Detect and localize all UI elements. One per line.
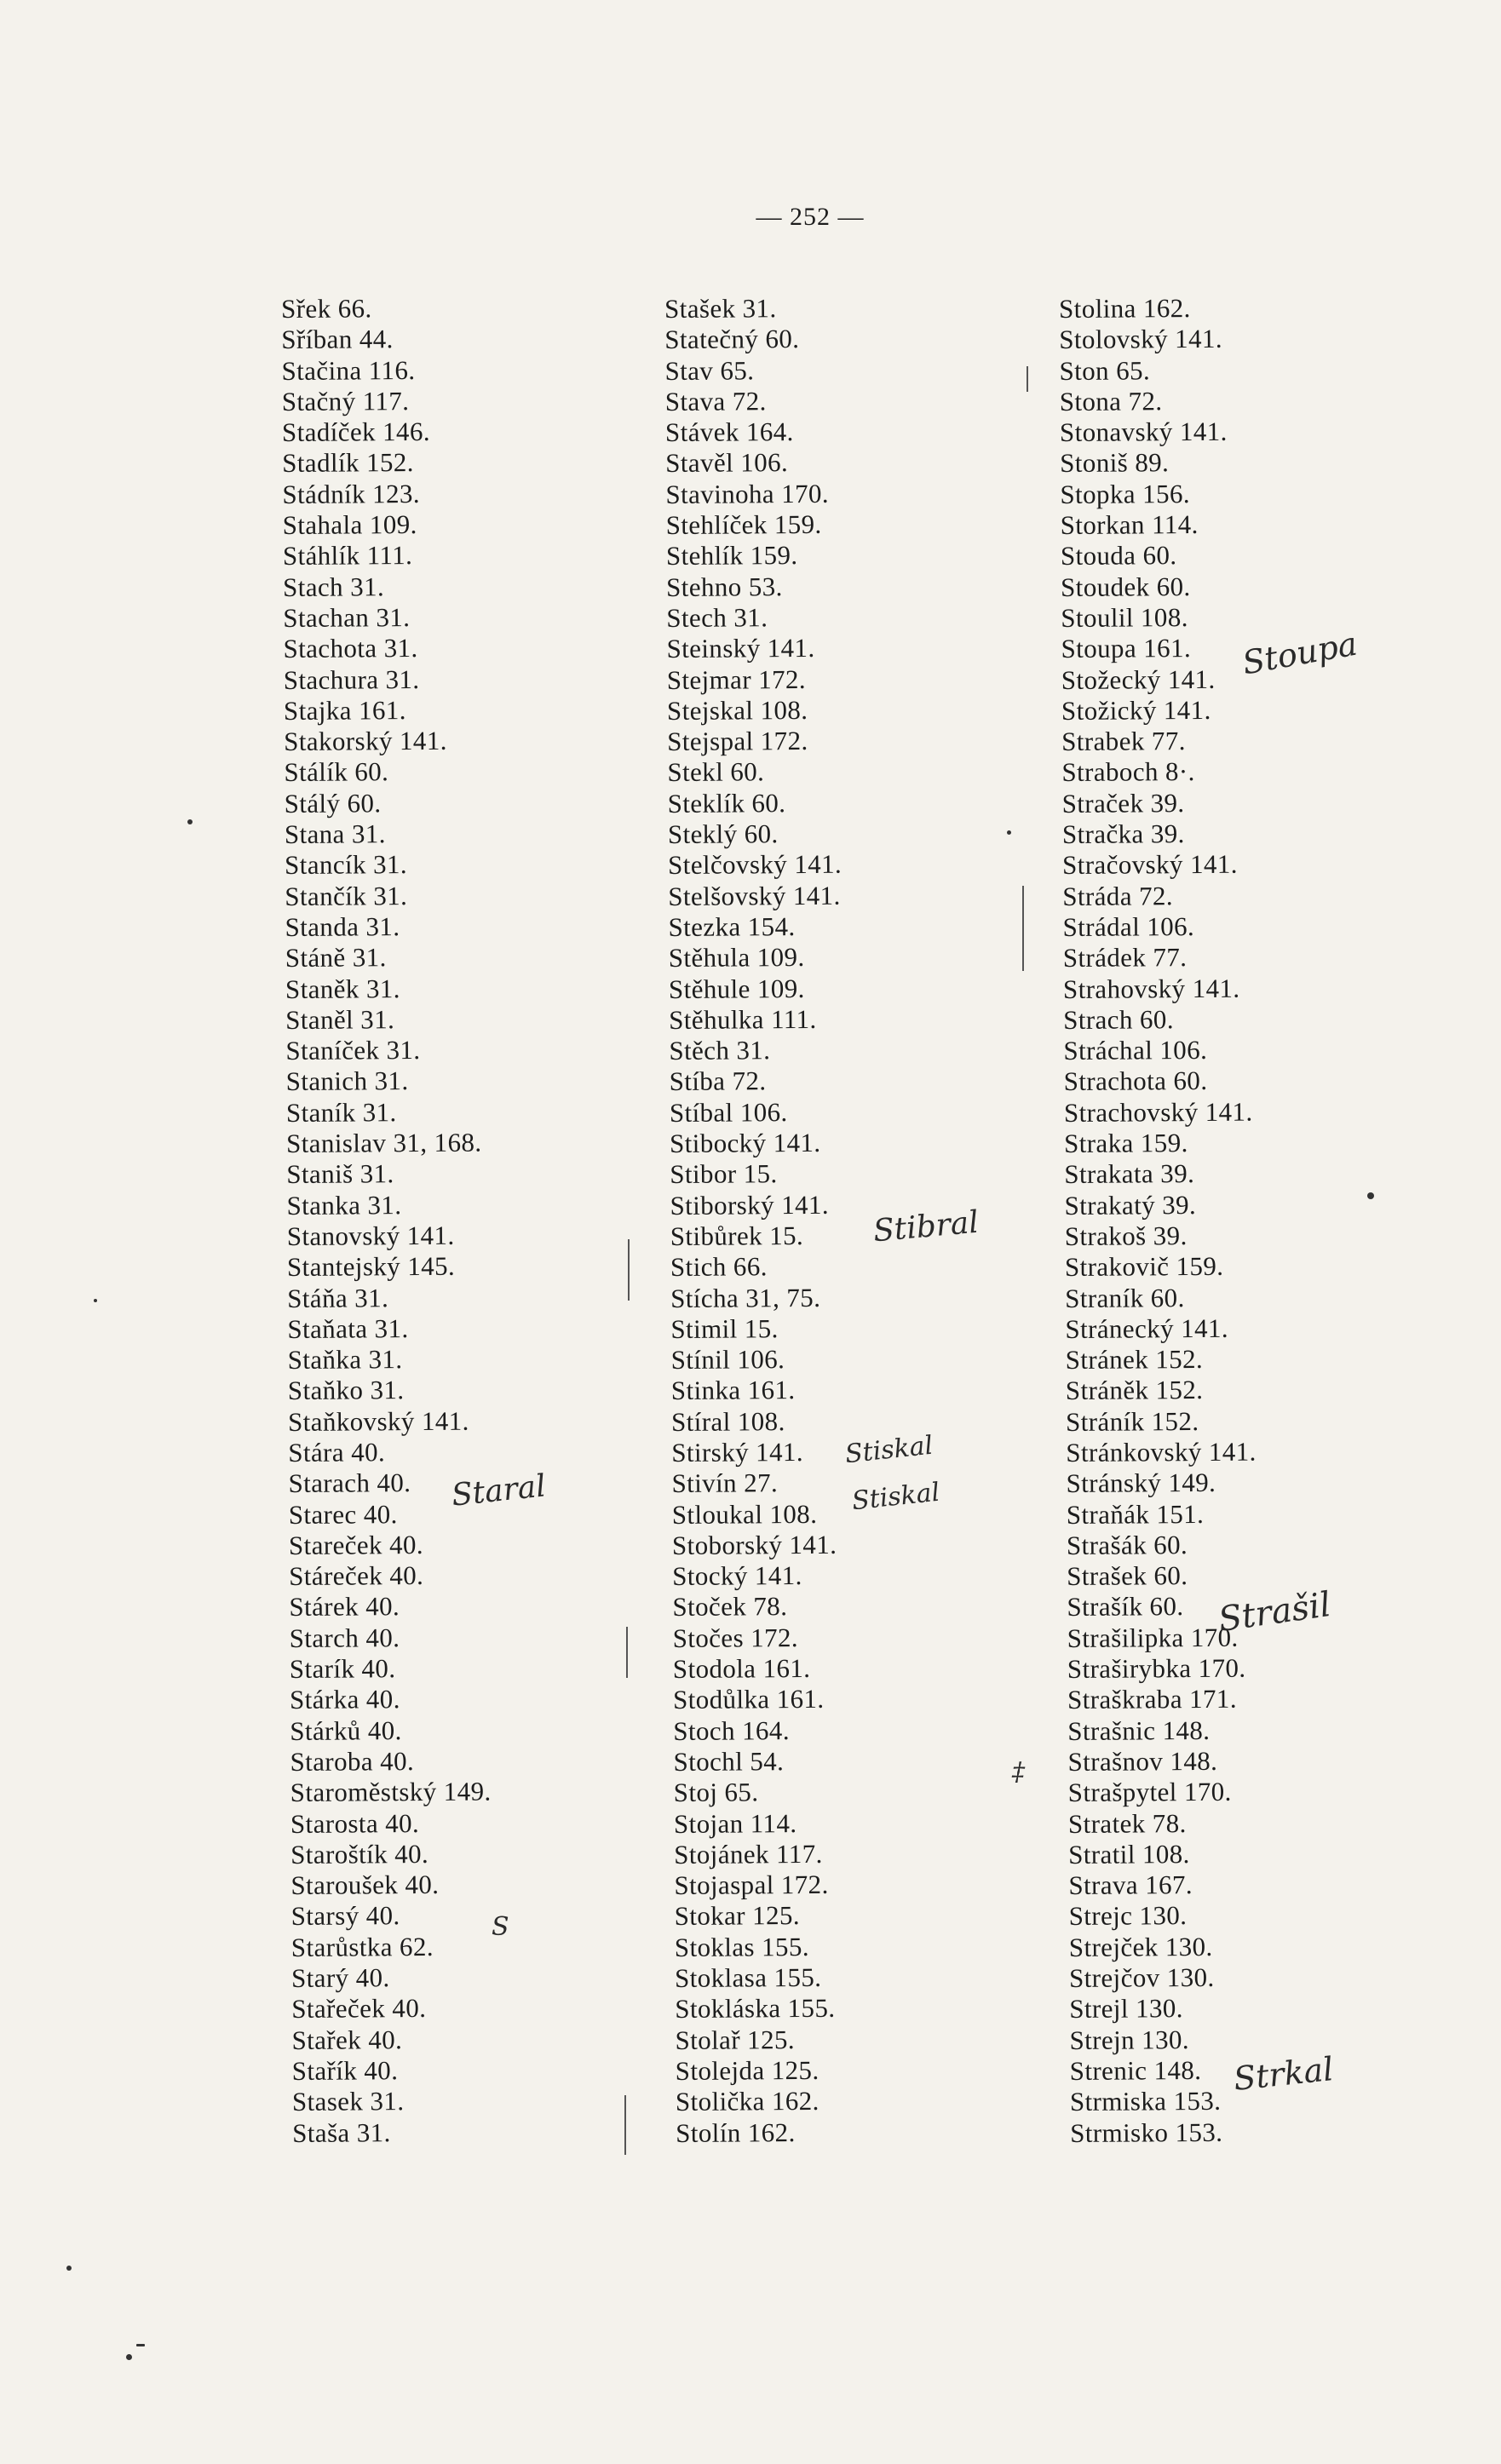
index-entry: Strmisko 153. xyxy=(1070,2117,1223,2148)
index-entry: Stránecký 141. xyxy=(1065,1312,1229,1344)
scan-line-mark xyxy=(628,1239,630,1301)
index-entry: Strádal 106. xyxy=(1062,910,1195,942)
index-entry: Stekl 60. xyxy=(667,756,765,788)
index-entry: Stelšovský 141. xyxy=(668,880,841,911)
index-entry: Sřek 66. xyxy=(281,293,372,324)
index-entry: Stokar 125. xyxy=(674,1900,801,1932)
index-entry: Stachan 31. xyxy=(283,602,411,633)
index-entry: Stárků 40. xyxy=(290,1714,402,1746)
index-entry: Stoupa 161. xyxy=(1061,633,1192,664)
index-entry: Stáně 31. xyxy=(285,942,387,974)
index-entry: Stadlík 152. xyxy=(282,447,414,479)
index-entry: Staroba 40. xyxy=(290,1746,415,1777)
index-entry: Stolejda 125. xyxy=(675,2054,820,2086)
index-entry: Strachovský 141. xyxy=(1063,1096,1253,1128)
handwritten-note-stiskal: Stiskal xyxy=(843,1430,935,1470)
index-entry: Stantejský 145. xyxy=(286,1250,456,1283)
index-entry: Stárka 40. xyxy=(289,1684,400,1715)
index-entry: Stočes 172. xyxy=(672,1622,799,1653)
index-entry: Stěhula 109. xyxy=(668,942,805,974)
index-entry: Strašilipka 170. xyxy=(1067,1622,1239,1653)
index-entry: Stech 31. xyxy=(666,602,768,633)
index-entry: Stolička 162. xyxy=(675,2086,820,2117)
index-entry: Staroušek 40. xyxy=(290,1870,440,1901)
index-entry: Stachura 31. xyxy=(283,663,420,695)
index-entry: Stěhulka 111. xyxy=(669,1003,817,1035)
index-entry: Strachota 60. xyxy=(1063,1065,1208,1097)
index-entry: Stimil 15. xyxy=(670,1313,779,1344)
index-entry: Statečný 60. xyxy=(664,324,800,355)
index-entry: Staroměstský 149. xyxy=(290,1776,492,1808)
index-entry: Stloukal 108. xyxy=(671,1498,818,1530)
index-entry: Stoborský 141. xyxy=(671,1529,837,1560)
index-entry: Staňko 31. xyxy=(287,1375,405,1406)
index-entry: Strenic 148. xyxy=(1069,2054,1202,2086)
index-entry: Stich 66. xyxy=(670,1251,768,1283)
index-entry: Stivín 27. xyxy=(671,1467,779,1499)
index-entry: Stančík 31. xyxy=(285,880,408,911)
scan-line-mark xyxy=(1022,886,1024,971)
index-entry: Stolovský 141. xyxy=(1059,324,1223,355)
index-entry: Straširybka 170. xyxy=(1067,1652,1246,1685)
index-entry: Starach 40. xyxy=(288,1467,411,1499)
index-entry: Stálý 60. xyxy=(284,788,382,818)
handwritten-note-stibral: Stibral xyxy=(871,1204,981,1249)
index-entry: Stožický 141. xyxy=(1061,694,1211,726)
index-entry: Straček 39. xyxy=(1061,787,1185,818)
index-entry: Stehno 53. xyxy=(665,571,783,602)
index-entry: Strakatý 39. xyxy=(1064,1189,1197,1221)
index-entry: Strejl 130. xyxy=(1069,1993,1183,2025)
index-entry: Strašák 60. xyxy=(1066,1529,1188,1560)
index-entry: Stávek 164. xyxy=(664,416,794,448)
index-entry: Strakovič 159. xyxy=(1064,1251,1224,1283)
handwritten-note-stoupa: Stoupa xyxy=(1239,624,1360,682)
index-entry: Strašnic 148. xyxy=(1067,1714,1211,1746)
index-entry: Starec 40. xyxy=(288,1498,398,1530)
index-entry: Stokláska 155. xyxy=(675,1993,836,2025)
index-entry: Stodola 161. xyxy=(672,1653,811,1685)
index-entry: Stádník 123. xyxy=(282,478,421,509)
index-entry: Strejček 130. xyxy=(1068,1931,1213,1962)
index-entry: Staroštík 40. xyxy=(290,1838,429,1870)
index-entry: Stodůlka 161. xyxy=(672,1684,825,1715)
index-entry: Stibůrek 15. xyxy=(670,1220,804,1251)
index-entry: Stolař 125. xyxy=(675,2024,796,2055)
index-entry: Stopka 156. xyxy=(1060,478,1191,509)
index-entry: Stařek 40. xyxy=(291,2024,403,2055)
index-entry: Stačný 117. xyxy=(281,385,410,416)
index-entry: Staňkovský 141. xyxy=(287,1405,469,1437)
scan-speck xyxy=(66,2266,72,2271)
index-entry: Stařeček 40. xyxy=(291,1993,427,2025)
index-entry: Stibocký 141. xyxy=(669,1127,821,1158)
scan-speck xyxy=(1367,1192,1374,1199)
index-entry: Straboch 8·. xyxy=(1061,756,1195,788)
index-entry: Strabek 77. xyxy=(1061,726,1186,757)
index-entry: Stára 40. xyxy=(288,1437,386,1467)
index-entry: Stach 31. xyxy=(282,571,385,602)
index-entry: Strach 60. xyxy=(1063,1004,1175,1035)
index-entry: Stirský 141. xyxy=(671,1437,804,1467)
index-entry: Stoudek 60. xyxy=(1060,571,1191,602)
index-entry: Stahala 109. xyxy=(282,509,417,541)
index-entry: Steklý 60. xyxy=(667,818,779,850)
index-entry: Strakata 39. xyxy=(1064,1158,1195,1190)
index-entry: Stav 65. xyxy=(664,354,755,386)
index-entry: Stonavský 141. xyxy=(1059,416,1228,448)
index-entry: Stárek 40. xyxy=(289,1591,400,1623)
index-entry: Strahovský 141. xyxy=(1062,973,1240,1004)
index-entry: Starsý 40. xyxy=(290,1900,400,1932)
scan-line-mark xyxy=(1027,366,1028,392)
index-entry: Stáňa 31. xyxy=(287,1282,389,1313)
scan-speck xyxy=(1007,830,1011,835)
index-entry: Stojánek 117. xyxy=(674,1838,823,1870)
index-entry: Starý 40. xyxy=(290,1962,390,1993)
index-entry: Stoj 65. xyxy=(673,1777,759,1808)
index-entry: Stoklasa 155. xyxy=(674,1961,822,1993)
index-entry: Stouda 60. xyxy=(1060,540,1177,571)
index-entry: Starík 40. xyxy=(289,1653,396,1685)
index-entry: Straka 159. xyxy=(1063,1128,1188,1158)
index-entry: Stavěl 106. xyxy=(665,447,789,479)
handwritten-mark-s: S xyxy=(492,1912,509,1942)
index-entry: Stava 72. xyxy=(664,386,767,416)
index-entry: Strašík 60. xyxy=(1067,1591,1184,1623)
index-entry: Straňák 151. xyxy=(1066,1498,1205,1530)
index-entry: Strakoš 39. xyxy=(1064,1221,1188,1251)
index-entry: Stráník 152. xyxy=(1065,1405,1199,1437)
index-entry: Stránkovský 141. xyxy=(1066,1436,1257,1467)
scan-line-mark xyxy=(626,1627,628,1678)
index-entry: Strejn 130. xyxy=(1069,2024,1190,2055)
scan-speck xyxy=(187,819,193,824)
index-entry: Stelčovský 141. xyxy=(667,849,843,881)
index-entry: Stasek 31. xyxy=(291,2086,405,2117)
index-entry: Starch 40. xyxy=(289,1622,400,1653)
handwritten-note-staral: Staral xyxy=(450,1468,548,1513)
index-entry: Starosta 40. xyxy=(290,1807,420,1839)
index-entry: Stěch 31. xyxy=(669,1035,771,1066)
index-entry: Stíbal 106. xyxy=(669,1096,788,1128)
index-entry: Staniš 31. xyxy=(286,1158,394,1190)
index-entry: Stajka 161. xyxy=(283,694,406,726)
index-entry: Stráda 72. xyxy=(1062,880,1174,911)
handwritten-note-strkal: Strkal xyxy=(1232,2049,1336,2099)
index-entry: Stakorský 141. xyxy=(284,725,447,757)
index-entry: Stoklas 155. xyxy=(674,1931,810,1962)
index-entry: Stolín 162. xyxy=(676,2117,796,2148)
index-entry: Stochl 54. xyxy=(673,1746,785,1777)
handwritten-mark: ‡ xyxy=(1012,1757,1025,1787)
index-entry: Stoček 78. xyxy=(672,1591,788,1623)
index-entry: Stožecký 141. xyxy=(1061,663,1216,695)
index-entry: Stachota 31. xyxy=(283,633,418,664)
index-entry: Staňka 31. xyxy=(287,1344,403,1376)
index-entry: Stojan 114. xyxy=(673,1807,797,1839)
index-column-2 xyxy=(664,293,849,2149)
handwritten-note-stiskal: Stiskal xyxy=(850,1477,941,1517)
index-entry: Stíba 72. xyxy=(669,1065,767,1097)
index-entry: Stránek 152. xyxy=(1065,1344,1204,1376)
index-entry: Stáhlík 111. xyxy=(282,540,413,571)
index-entry: Stehlíček 159. xyxy=(665,508,822,541)
index-entry: Steinský 141. xyxy=(666,633,815,664)
index-entry: Stanka 31. xyxy=(286,1189,402,1221)
index-entry: Stoulil 108. xyxy=(1061,602,1188,633)
index-entry: Stálík 60. xyxy=(284,756,389,788)
index-entry: Stibor 15. xyxy=(670,1158,778,1190)
index-entry: Stoch 164. xyxy=(673,1714,791,1746)
index-entry: Staníček 31. xyxy=(285,1035,421,1066)
page-number: — 252 — xyxy=(756,203,865,231)
index-entry: Stračka 39. xyxy=(1061,818,1185,850)
index-entry: Stráchal 106. xyxy=(1063,1035,1208,1066)
index-entry: Staša 31. xyxy=(292,2117,391,2148)
index-entry: Strejčov 130. xyxy=(1068,1961,1215,1993)
index-entry: Strádek 77. xyxy=(1062,942,1188,974)
handwritten-note-strasil: Strašil xyxy=(1216,1584,1334,1640)
index-entry: Stařík 40. xyxy=(291,2055,399,2086)
scan-speck xyxy=(94,1299,97,1302)
index-entry: Stojaspal 172. xyxy=(674,1869,829,1901)
index-entry: Stadíček 146. xyxy=(281,416,431,448)
index-entry: Stráněk 152. xyxy=(1065,1375,1204,1406)
index-entry: Stavinoha 170. xyxy=(665,478,830,509)
index-entry: Straškraba 171. xyxy=(1067,1684,1238,1715)
scan-line-mark xyxy=(624,2095,626,2155)
index-entry: Stašek 31. xyxy=(664,293,777,324)
index-entry: Storkan 114. xyxy=(1060,509,1199,541)
index-entry: Standa 31. xyxy=(285,911,400,942)
scan-speck xyxy=(126,2354,132,2360)
index-entry: Stratek 78. xyxy=(1067,1807,1187,1839)
index-entry: Stancík 31. xyxy=(284,849,408,881)
index-entry: Stračovský 141. xyxy=(1061,849,1238,881)
index-entry: Strašek 60. xyxy=(1067,1560,1188,1592)
index-entry: Strašpytel 170. xyxy=(1067,1777,1232,1808)
index-entry: Strašnov 148. xyxy=(1067,1745,1218,1777)
index-entry: Stiborský 141. xyxy=(670,1189,830,1221)
index-entry: Stanich 31. xyxy=(285,1065,409,1097)
index-entry: Stěhule 109. xyxy=(668,973,805,1004)
index-entry: Straník 60. xyxy=(1065,1282,1185,1313)
index-entry: Stezka 154. xyxy=(668,911,796,942)
index-entry: Steklík 60. xyxy=(667,787,786,818)
index-entry: Strejc 130. xyxy=(1068,1900,1188,1932)
index-entry: Stránský 149. xyxy=(1066,1467,1216,1499)
index-entry: Stanovský 141. xyxy=(286,1220,455,1251)
index-entry: Stinka 161. xyxy=(670,1375,796,1406)
index-entry: Stana 31. xyxy=(284,818,386,850)
index-column-1 xyxy=(281,293,493,2149)
index-entry: Stocký 141. xyxy=(672,1560,802,1592)
index-entry: Stejspal 172. xyxy=(667,726,808,757)
index-entry: Stíral 108. xyxy=(670,1405,785,1437)
index-entry: Staněl 31. xyxy=(285,1004,395,1035)
index-entry: Stejskal 108. xyxy=(666,694,808,726)
index-entry: Ston 65. xyxy=(1059,354,1151,386)
index-entry: Sříban 44. xyxy=(281,324,394,355)
index-entry: Stačina 116. xyxy=(281,354,416,386)
scan-speck xyxy=(136,2344,145,2346)
index-entry: Stoniš 89. xyxy=(1060,447,1170,479)
index-column-3 xyxy=(1059,293,1261,2149)
index-entry: Stejmar 172. xyxy=(666,663,807,695)
index-entry: Stehlík 159. xyxy=(665,540,798,571)
index-entry: Starůstka 62. xyxy=(290,1931,434,1962)
index-entry: Stareček 40. xyxy=(288,1529,424,1560)
index-entry: Staňata 31. xyxy=(287,1312,409,1344)
index-entry: Stínil 106. xyxy=(670,1344,785,1376)
index-entry: Stanislav 31, 168. xyxy=(285,1127,482,1158)
index-entry: Strmiska 153. xyxy=(1069,2086,1222,2117)
index-entry: Stícha 31, 75. xyxy=(670,1282,821,1313)
index-entry: Stona 72. xyxy=(1059,386,1163,416)
index-entry: Staník 31. xyxy=(285,1096,397,1128)
index-entry: Strava 167. xyxy=(1068,1870,1193,1901)
index-entry: Stáreček 40. xyxy=(289,1560,424,1592)
index-entry: Staněk 31. xyxy=(285,973,400,1004)
index-entry: Stolina 162. xyxy=(1059,293,1191,324)
index-entry: Stratil 108. xyxy=(1068,1838,1190,1870)
